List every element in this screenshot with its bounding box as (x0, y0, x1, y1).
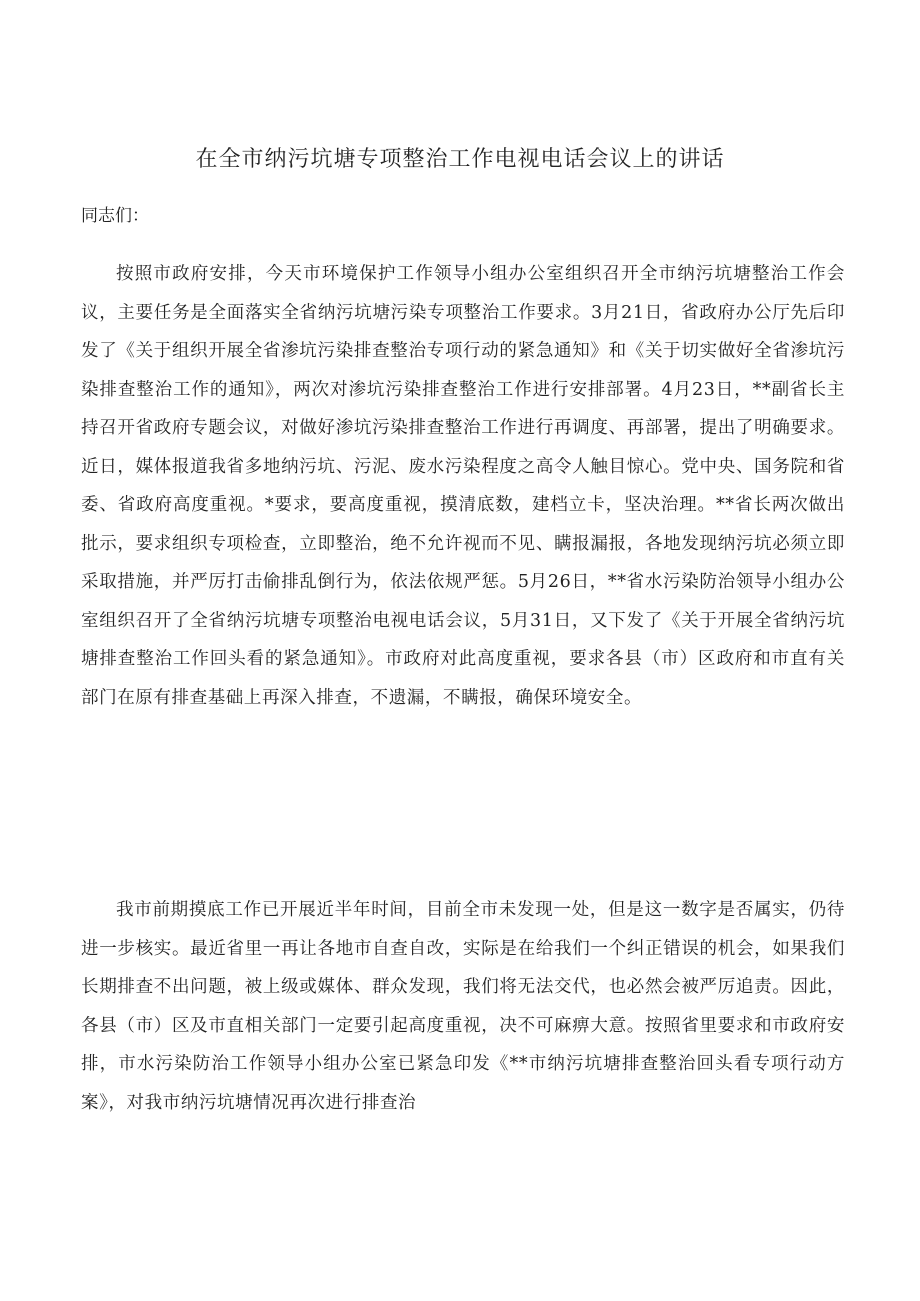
salutation: 同志们： (81, 206, 149, 226)
document-title: 在全市纳污坑塘专项整治工作电视电话会议上的讲话 (195, 147, 725, 172)
paragraph-2: 我市前期摸底工作已开展近半年时间，目前全市未发现一处，但是这一数字是否属实，仍待进一步核实。最近省里一再让各地市自查自改，实际是在给我们一个纠正错误的机会，如果我们长期排查不出问题，被上级或媒体、群众发现，我们将无法交代，也必然会被严厉追责。因此，各县（市）区及市直相关部门一定要引起高度重视，决不可麻痹大意。按照省里要求和市政府安排，市水污染防治工作领导小组办公室已紧急印发《**市纳污坑塘排查整治回头看专项行动方案》，对我市纳污坑塘情况再次进行排查治 (81, 900, 845, 1113)
paragraph-1: 按照市政府安排，今天市环境保护工作领导小组办公室组织召开全市纳污坑塘整治工作会议，主要任务是全面落实全省纳污坑塘污染专项整治工作要求。3月21日，省政府办公厅先后印发了《关于组织开展全省渗坑污染排查整治专项行动的紧急通知》和《关于切实做好全省渗坑污染排查整治工作的通知》，两次对渗坑污染排查整治工作进行安排部署。4月23日，**副省长主持召开省政府专题会议，对做好渗坑污染排查整治工作进行再调度、再部署，提出了明确要求。近日，媒体报道我省多地纳污坑、污泥、废水污染程度之高令人触目惊心。党中央、国务院和省委、省政府高度重视。*要求，要高度重视，摸清底数，建档立卡，坚决治理。**省长两次做出批示，要求组织专项检查，立即整治，绝不允许视而不见、瞒报漏报，各地发现纳污坑必须立即采取措施，并严厉打击偷排乱倒行为，依法依规严惩。5月26日，**省水污染防治领导小组办公室组织召开了全省纳污坑塘专项整治电视电话会议，5月31日，又下发了《关于开展全省纳污坑塘排查整治工作回头看的紧急通知》。市政府对此高度重视，要求各县（市）区政府和市直有关部门在原有排查基础上再深入排查，不遗漏，不瞒报，确保环境安全。 (81, 264, 845, 708)
